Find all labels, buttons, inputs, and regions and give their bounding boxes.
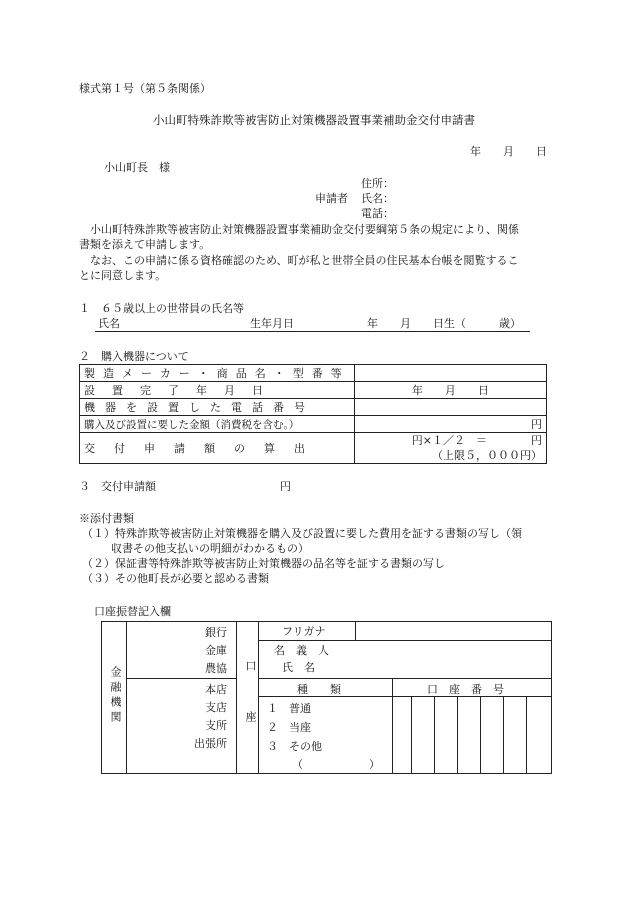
body-para2-line1: なお、この申請に係る資格確認のため、町が私と世帯全員の住民基本台帳を閲覧するこ (90, 254, 519, 267)
table-row (80, 433, 547, 464)
name-label: 氏名： (361, 192, 394, 205)
section3-heading: ３ 交付申請額 (79, 480, 156, 493)
bank-type: 金庫 (205, 644, 227, 657)
row-value: 円 (354, 416, 546, 433)
purchase-table (79, 364, 547, 464)
bank-type: 農協 (205, 662, 227, 675)
section2-heading: ２ 購入機器について (79, 350, 189, 363)
row-label: 製造メーカー・商品名・型番等 (80, 365, 355, 382)
row-value (354, 365, 546, 382)
row-value: 年 月 日 (354, 382, 546, 399)
account-type-option: １ 普通 (267, 702, 311, 715)
branch-type: 支所 (205, 719, 227, 732)
section1-birth-label: 生年月日 (250, 317, 294, 330)
bank-heading: 口座振替記入欄 (94, 605, 171, 618)
addressee: 小山町長 様 (104, 161, 170, 174)
row-value (354, 399, 546, 416)
row-label: 購入及び設置に要した金額（消費税を含む。） (80, 416, 355, 433)
calc-formula: 円×１／２ ＝ 円 (411, 434, 542, 447)
body-para1-line1: 小山町特殊詐欺等被害防止対策機器設置事業補助金交付要綱第５条の規定により、関係 (90, 223, 519, 236)
form-number: 様式第１号（第５条関係） (79, 82, 211, 95)
account-type-other-blank: （ ） (292, 758, 380, 771)
branch-type: 出張所 (194, 737, 227, 750)
attachment-item: 収書その他支払いの明細がわかるもの） (111, 542, 309, 555)
section1-birth-value: 年 月 日生（ 歳） (367, 317, 521, 330)
applicant-label: 申請者 (315, 192, 348, 205)
table-row (80, 399, 547, 416)
date-line: 年 月 日 (470, 145, 547, 158)
attachments-heading: ※添付書類 (79, 512, 134, 525)
table-row (80, 382, 547, 399)
row-label: 設置完了年月日 (80, 382, 355, 399)
account-type-option: ３ その他 (267, 740, 322, 753)
section1-underline (95, 331, 530, 332)
address-label: 住所： (361, 177, 394, 190)
kinyu-kikan-label: 金融機関 (109, 666, 122, 726)
shimei-label: 氏 名 (282, 661, 315, 674)
shurui-label: 種 類 (297, 683, 341, 696)
phone-label: 電話： (361, 207, 394, 220)
attachment-item: （２）保証書等特殊詐欺等被害防止対策機器の品名等を証する書類の写し (82, 557, 445, 570)
calc-limit: （上限５，０００円） (432, 449, 542, 462)
kouza-label: 口座 (244, 660, 257, 762)
attachment-item: （１）特殊詐欺等被害防止対策機器を購入及び設置に要した費用を証する書類の写し（領 (82, 527, 522, 540)
bank-type: 銀行 (205, 626, 227, 639)
row-value (354, 433, 546, 464)
furigana-label: フリガナ (282, 625, 326, 638)
branch-type: 支店 (205, 701, 227, 714)
page-title: 小山町特殊詐欺等被害防止対策機器設置事業補助金交付申請書 (153, 113, 475, 127)
section1-heading: １ ６５歳以上の世帯員の氏名等 (79, 302, 244, 315)
account-number-label: 口 座 番 号 (427, 683, 504, 696)
section3-unit: 円 (280, 480, 291, 493)
table-row (80, 416, 547, 433)
section1-name-label: 氏名 (98, 317, 120, 330)
bank-table (101, 621, 552, 774)
branch-type: 本店 (205, 683, 227, 696)
account-type-option: ２ 当座 (267, 721, 311, 734)
body-para1-line2: 書類を添えて申請します。 (79, 238, 211, 251)
table-row (80, 365, 547, 382)
attachment-item: （３）その他町長が必要と認める書類 (82, 572, 269, 585)
body-para2-line2: とに同意します。 (79, 269, 167, 282)
row-label: 交付申請額の算出 (80, 433, 355, 464)
meigi-label: 名 義 人 (274, 644, 329, 657)
row-label: 機器を設置した電話番号 (80, 399, 355, 416)
